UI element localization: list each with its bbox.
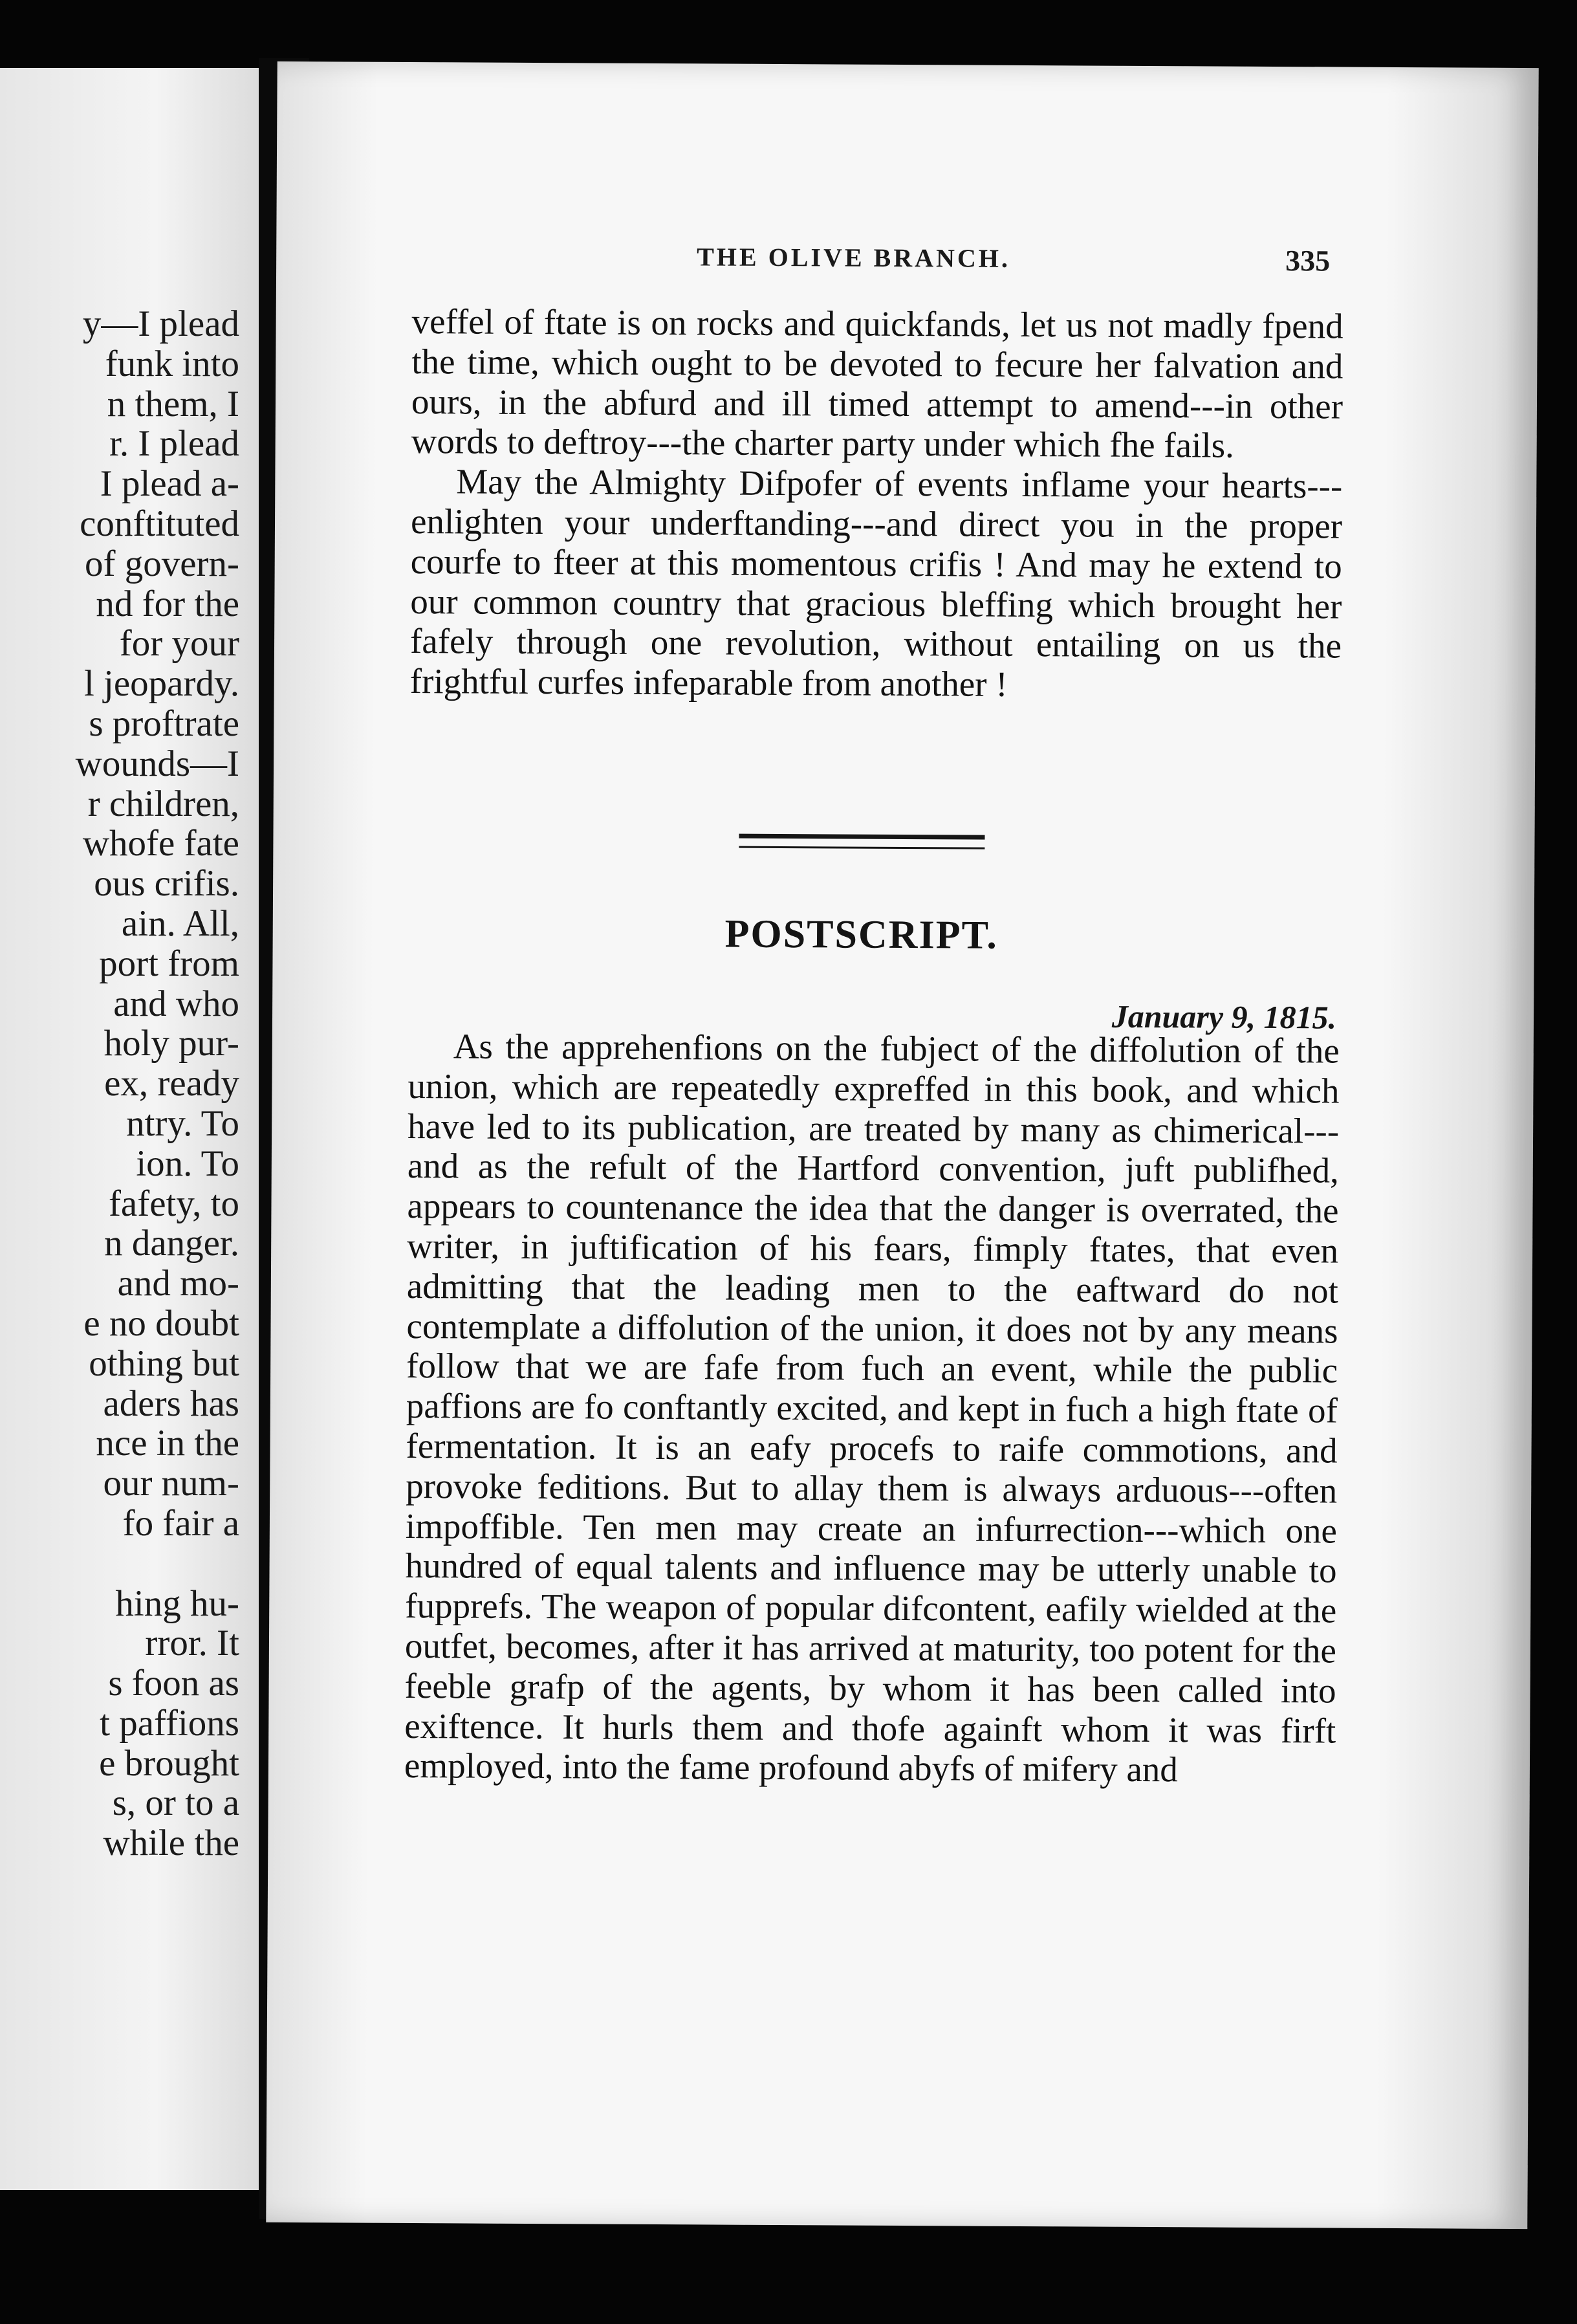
paragraph: May the Almighty Difpofer of events inflame your hearts---enlighten your underftanding---and direct you in the proper courfe to fteer at this momentous crifis ! And may he extend to our common country that gracious bleffing which brought her fafely through one revolution, without entailing on us the frightful curfes infeparable from another ! <box>409 461 1343 705</box>
left-page-line: l jeopardy. <box>83 663 239 705</box>
left-page-line: rror. It <box>145 1623 239 1664</box>
left-page-line: r. I plead <box>109 423 239 465</box>
left-page-line: wounds—I <box>75 743 239 784</box>
left-page-line: aders has <box>103 1383 239 1424</box>
section-heading: POSTSCRIPT. <box>724 912 998 958</box>
left-page-line: holy pur- <box>103 1023 239 1064</box>
left-page-line: nce in the <box>96 1423 239 1464</box>
left-page-line: ion. To <box>136 1143 239 1184</box>
left-page-line: conftituted <box>80 503 239 544</box>
left-page-line: e brought <box>99 1742 239 1784</box>
left-page-line: for your <box>119 623 239 664</box>
left-page-line: e no doubt <box>83 1302 239 1344</box>
left-page-line: t paffions <box>100 1702 239 1744</box>
left-page-line <box>0 1544 239 1584</box>
left-page-text <box>0 304 239 1863</box>
left-page-line: nd for the <box>96 583 239 624</box>
left-page-line: ous crifis. <box>94 863 239 904</box>
postscript-date: January 9, 1815. <box>1111 998 1337 1036</box>
postscript-text <box>404 1026 1340 1791</box>
left-page-line: I plead a- <box>100 463 239 505</box>
left-page-line: fafety, to <box>108 1183 239 1224</box>
left-page-line: s foon as <box>108 1663 239 1704</box>
left-page-line: n them, I <box>107 383 239 424</box>
left-page-line: fo fair a <box>122 1502 239 1544</box>
left-page-line: while the <box>103 1823 239 1864</box>
left-page-line: n danger. <box>104 1223 239 1264</box>
left-page-line: of govern- <box>85 543 239 584</box>
left-page-line: ain. All, <box>121 903 239 944</box>
left-page-line: port from <box>99 943 239 984</box>
left-page-line: r children, <box>87 783 239 824</box>
left-page <box>0 68 259 2190</box>
right-page <box>266 61 1538 2229</box>
page-number: 335 <box>1285 244 1331 278</box>
paragraph: veffel of ftate is on rocks and quickfands, let us not madly fpend the time, which ought to be devoted to fecure her falvation and ours, in the abfurd and ill timed attempt to amend---in other words to deftroy---the charter party under which fhe fails. <box>411 301 1343 466</box>
left-page-line: s proftrate <box>89 703 239 744</box>
running-header: THE OLIVE BRANCH. <box>697 242 1011 273</box>
left-page-line: othing but <box>89 1343 239 1384</box>
left-page-line: hing hu- <box>115 1583 239 1624</box>
left-page-line: and who <box>113 983 239 1024</box>
closing-text <box>410 301 1343 707</box>
left-page-line: whofe fate <box>82 823 239 864</box>
paragraph: As the apprehenfions on the fubject of the diffolution of the union, which are repeatedly expreffed in this book, and which have led to its publication, are treated by many as chimerical---and as the refult of the Hartford convention, juft publifhed, appears to countenance the idea that the danger is overrated, the writer, in juftification of his fears, fimply ftates, that even admitting that the leading men to the eaftward do not contemplate a diffolution of the union, it does not by any means follow that we are fafe from fuch an event, while the public paffions are fo conftantly excited, and kept in fuch a high ftate of fermentation. It is an eafy procefs to raife commotions, and provoke feditions. But to allay them is always arduous---often impoffible. Ten men may create an infurrection---which one hundred of equal talents and influence may be utterly unable to fupprefs. The weapon of popular difcontent, eafily wielded at the outfet, becomes, after it has arrived at maturity, too potent for the feeble grafp of the agents, by whom it has been called into exiftence. It hurls them and thofe againft whom it was firft employed, into the fame profound abyfs of mifery and <box>404 1026 1340 1790</box>
left-page-line: y—I plead <box>82 303 239 344</box>
left-page-line: ex, ready <box>104 1063 239 1104</box>
left-page-line: our num- <box>103 1463 239 1504</box>
left-page-line: s, or to a <box>112 1782 239 1824</box>
left-page-line: funk into <box>105 343 239 384</box>
section-divider <box>739 834 984 850</box>
left-page-line: and mo- <box>117 1263 239 1304</box>
left-page-line: ntry. To <box>126 1102 239 1144</box>
